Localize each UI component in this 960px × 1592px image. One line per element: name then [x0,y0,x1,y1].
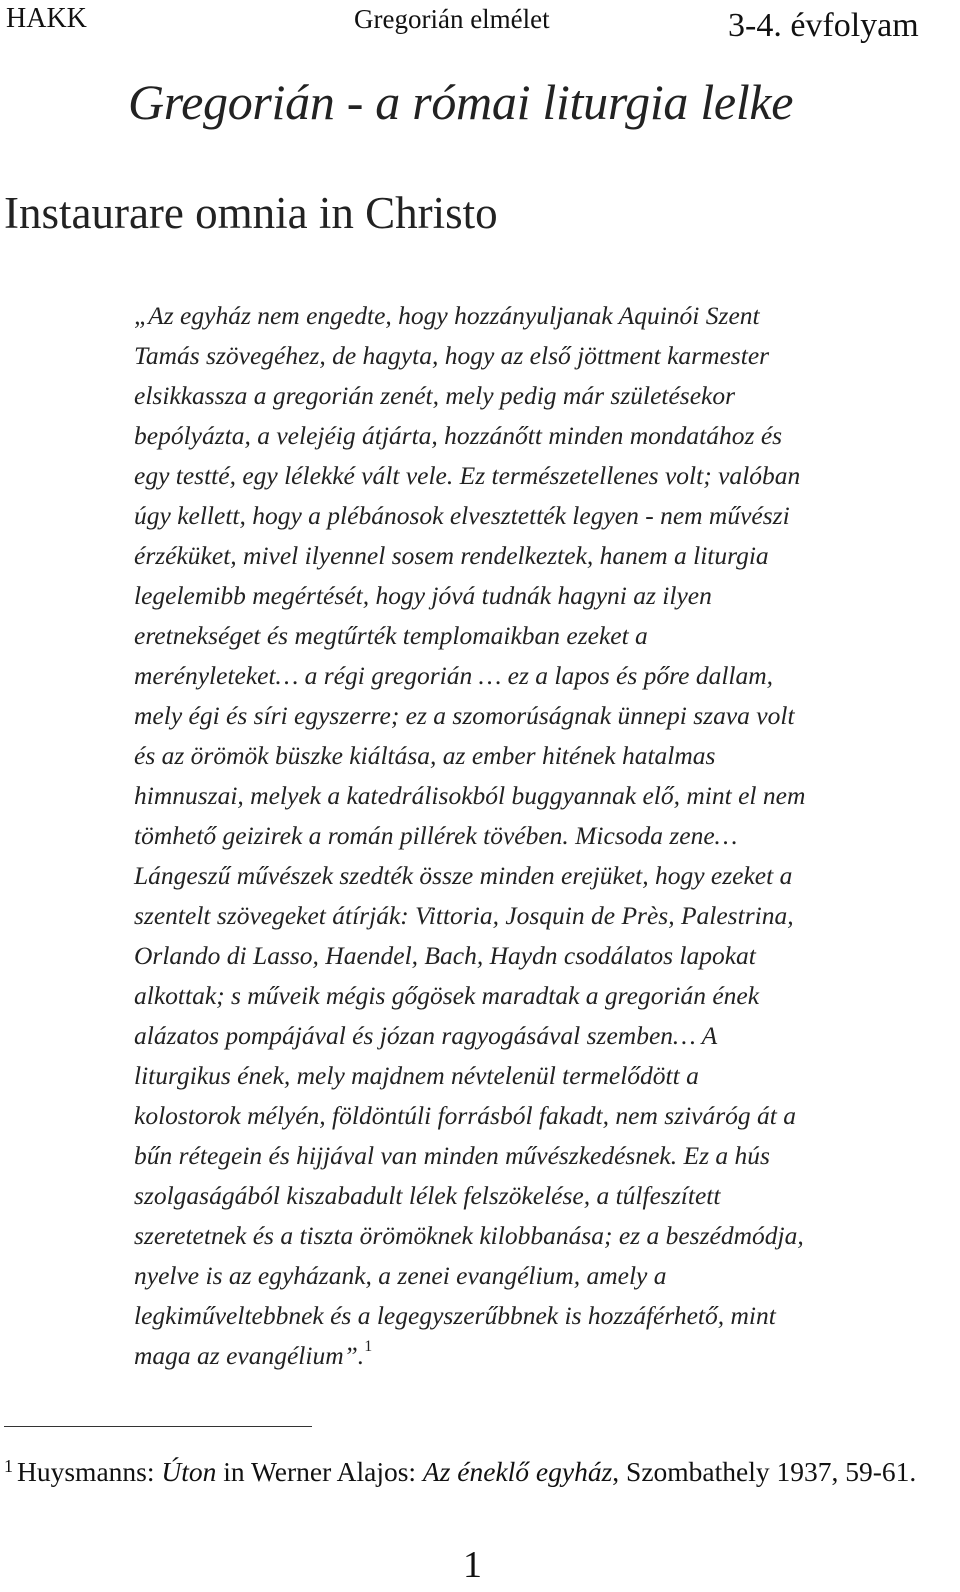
quote-last-line [134,1336,934,1376]
quote-line: bepólyázta, a velejéig átjárta, hozzánőtt minden mondatához és [134,421,783,450]
footnote-author: Huysmanns: [17,1456,162,1487]
footnote-divider [4,1426,312,1427]
quote-line: egy testté, egy lélekké vált vele. Ez természetellenes volt; valóban [134,461,801,490]
quote-line: nyelve is az egyházank, a zenei evangélium, amely a [134,1261,667,1290]
header-right: 3-4. évfolyam [728,7,919,44]
quote-line: úgy kellett, hogy a plébánosok elvesztették legyen - nem művészi [134,501,790,530]
footnote [4,1455,944,1492]
section-subtitle: Instaurare omnia in Christo [4,188,498,238]
quote-line: Orlando di Lasso, Haendel, Bach, Haydn csodálatos lapokat [134,941,756,970]
footnote-mark: 1 [4,1456,13,1476]
page-number: 1 [463,1544,482,1586]
quote-line: kolostorok mélyén, földöntúli forrásból fakadt, nem sziváróg át a [134,1101,797,1130]
quote-line-text: maga az evangélium”. [134,1341,365,1370]
page-title: Gregorián - a római liturgia lelke [128,74,794,130]
header-left: HAKK [6,3,87,34]
header-center: Gregorián elmélet [354,4,550,34]
footnote-work-title: Úton [161,1456,217,1487]
quote-line: elsikkassza a gregorián zenét, mely pedig már születésekor [134,381,736,410]
quote-line: legelemibb megértését, hogy jóvá tudnák hagyni az ilyen [134,581,712,610]
footnote-middle: in Werner Alajos: [216,1456,423,1487]
quote-line: legkiműveltebbnek és a legegyszerűbbnek is hozzáférhető, mint [134,1301,776,1330]
quote-line: és az örömök büszke kiáltása, az ember hitének hatalmas [134,741,716,770]
quote-line: alkottak; s műveik mégis gőgösek maradtak a gregorián ének [134,981,760,1010]
quote-line: érzéküket, mivel ilyennel sosem rendelkeztek, hanem a liturgia [134,541,769,570]
footnote-book-title: Az éneklő egyház [422,1456,613,1487]
quote-line: szentelt szövegeket átírják: Vittoria, Josquin de Près, Palestrina, [134,901,794,930]
quote-line: szolgaságából kiszabadult lélek felszökelése, a túlfeszített [134,1181,721,1210]
quote-line: „Az egyház nem engedte, hogy hozzányuljanak Aquinói Szent [134,301,760,330]
quote-line: liturgikus ének, mely majdnem névtelenül termelődött a [134,1061,699,1090]
quote-line: bűn rétegein és hijjával van minden művészkedésnek. Ez a hús [134,1141,770,1170]
footnote-publication: , Szombathely 1937, 59-61. [612,1456,917,1487]
quote-line: szeretetnek és a tiszta örömöknek kilobbanása; ez a beszédmódja, [134,1221,804,1250]
quote-paragraph [134,296,934,1376]
quote-line: merényleteket… a régi gregorián … ez a lapos és pőre dallam, [134,661,774,690]
quote-line: Lángeszű művészek szedték össze minden erejüket, hogy ezeket a [134,861,793,890]
quote-line: eretnekséget és megtűrték templomaikban ezeket a [134,621,648,650]
quote-line: mely égi és síri egyszerre; ez a szomorúságnak ünnepi szava volt [134,701,795,730]
quote-line: alázatos pompájával és józan ragyogásával szemben… A [134,1021,718,1050]
quote-line: himnuszai, melyek a katedrálisokból buggyannak elő, mint el nem [134,781,806,810]
quote-line: Tamás szövegéhez, de hagyta, hogy az első jöttment karmester [134,341,770,370]
footnote-reference[interactable]: 1 [364,1337,373,1355]
quote-block [134,296,934,1376]
quote-line: tömhető geizirek a román pillérek tövében. Micsoda zene… [134,821,738,850]
